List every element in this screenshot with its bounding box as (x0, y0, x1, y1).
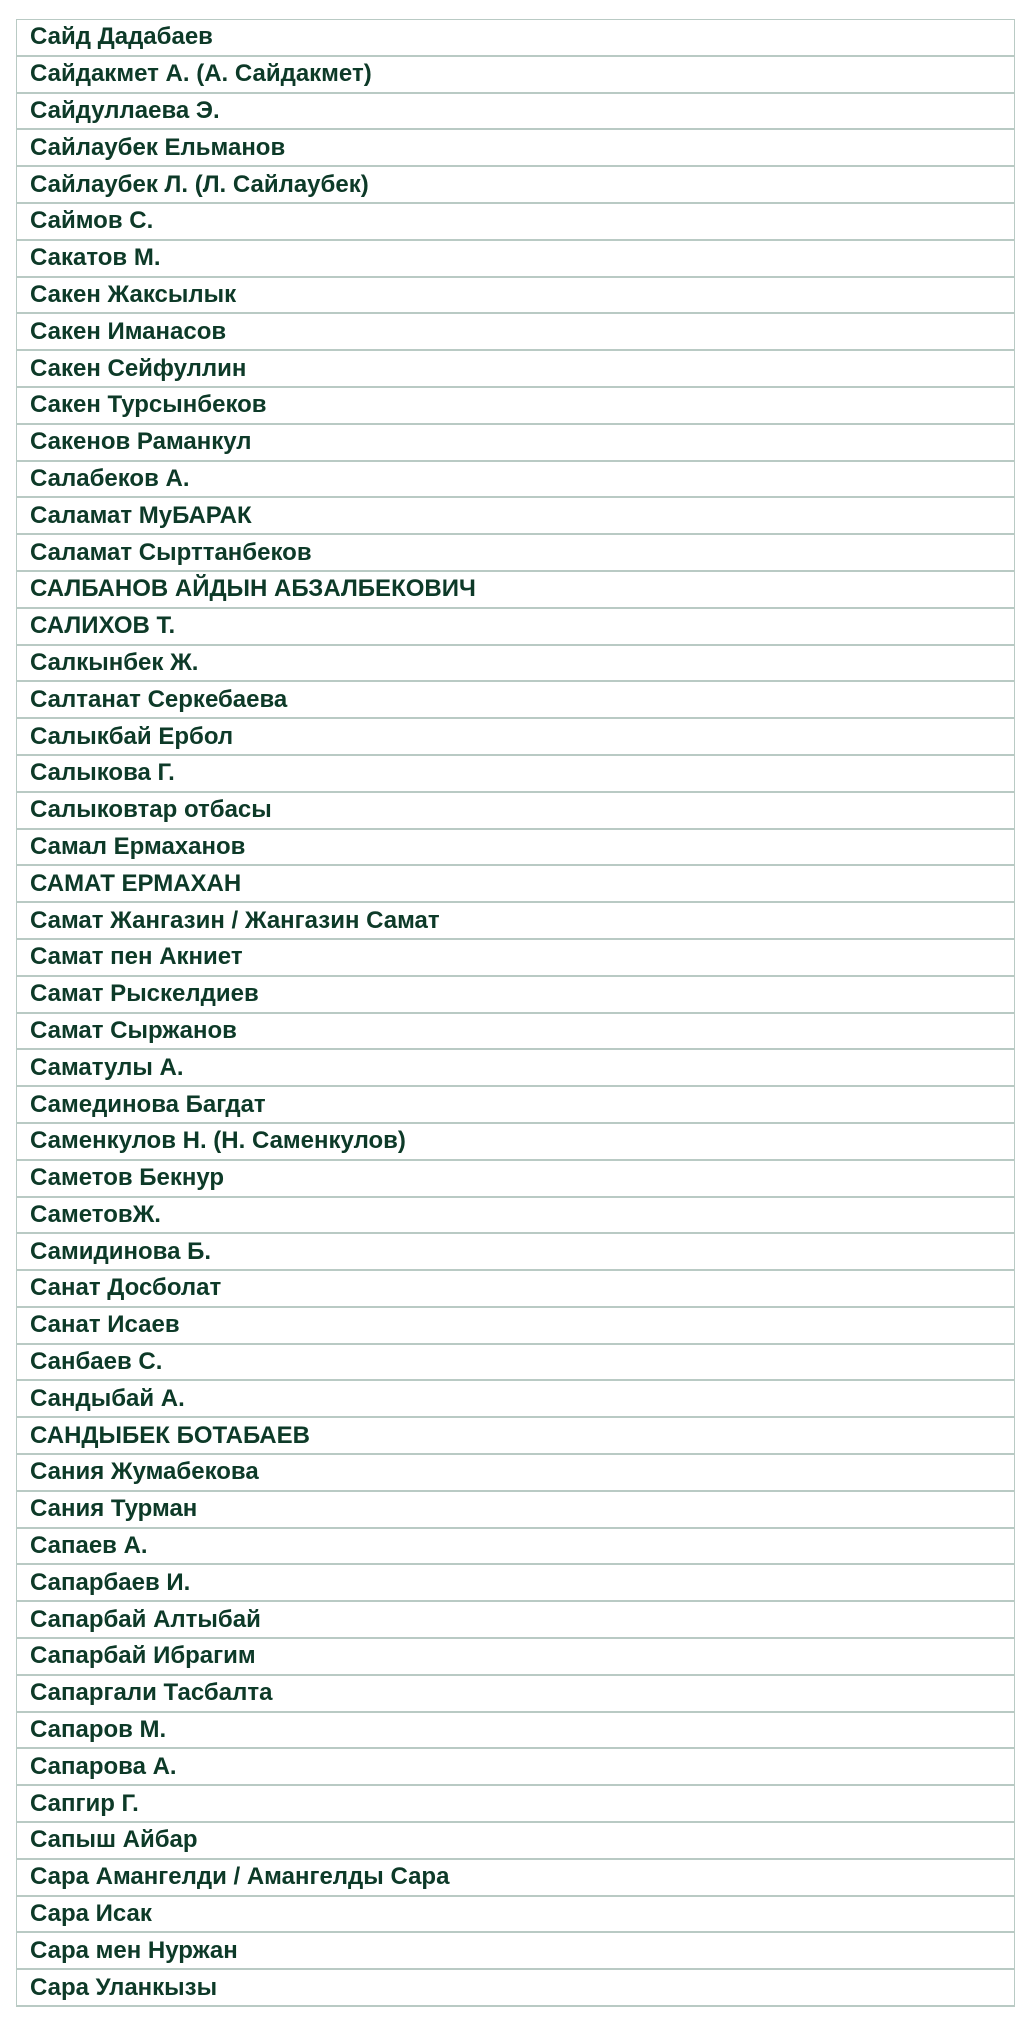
table-row (16, 1014, 1015, 1051)
table-row (16, 1639, 1015, 1676)
table-row (16, 830, 1015, 867)
name-cell: Сапыш Айбар (30, 1826, 198, 1854)
name-cell: Сайлаубек Ельманов (30, 133, 286, 161)
name-cell: Самат пен Акниет (30, 943, 243, 971)
table-row (16, 1345, 1015, 1382)
table-row (16, 1749, 1015, 1786)
name-cell: Сакен Сейфуллин (30, 354, 247, 382)
name-cell: САЛБАНОВ АЙДЫН АБЗАЛБЕКОВИЧ (30, 575, 476, 603)
name-cell: Сакатов М. (30, 244, 161, 272)
table-row (16, 57, 1015, 94)
name-cell: Саматулы А. (30, 1053, 184, 1081)
name-cell: Сакен Жаксылык (30, 280, 237, 308)
table-row (16, 1970, 1015, 2007)
name-cell: Сапгир Г. (30, 1789, 139, 1817)
table-row (16, 241, 1015, 278)
name-cell: Сайлаубек Л. (Л. Сайлаубек) (30, 170, 369, 198)
table-row (16, 572, 1015, 609)
table-row (16, 1124, 1015, 1161)
table-row (16, 682, 1015, 719)
table-row (16, 20, 1015, 57)
table-row (16, 903, 1015, 940)
name-cell: Саменкулов Н. (Н. Саменкулов) (30, 1127, 406, 1155)
table-row (16, 1823, 1015, 1860)
name-cell: Салкынбек Ж. (30, 648, 199, 676)
name-cell: Саметов Бекнур (30, 1164, 225, 1192)
name-cell: САНДЫБЕК БОТАБАЕВ (30, 1421, 310, 1449)
table-row (16, 1271, 1015, 1308)
name-cell: САМАТ ЕРМАХАН (30, 869, 242, 897)
name-cell: Сапарбаев И. (30, 1568, 191, 1596)
name-cell: Сапаров М. (30, 1716, 167, 1744)
name-cell: Салыкова Г. (30, 759, 175, 787)
table-row (16, 1087, 1015, 1124)
table-row (16, 1860, 1015, 1897)
table-row (16, 1492, 1015, 1529)
names-table (16, 19, 1015, 2007)
name-cell: СаметовЖ. (30, 1200, 161, 1228)
name-cell: Сара Исак (30, 1900, 152, 1928)
table-row (16, 351, 1015, 388)
table-row (16, 1455, 1015, 1492)
name-cell: Салыкбай Ербол (30, 722, 234, 750)
name-cell: Сапаргали Тасбалта (30, 1679, 273, 1707)
table-row (16, 1602, 1015, 1639)
name-cell: Сара Амангелди / Амангелды Сара (30, 1863, 450, 1891)
name-cell: Салтанат Серкебаева (30, 685, 288, 713)
name-cell: Сайдакмет А. (А. Сайдакмет) (30, 60, 372, 88)
table-row (16, 977, 1015, 1014)
table-row (16, 1786, 1015, 1823)
table-row (16, 462, 1015, 499)
name-cell: Сайд Дадабаев (30, 23, 213, 51)
table-row (16, 94, 1015, 131)
table-row (16, 278, 1015, 315)
table-row (16, 388, 1015, 425)
table-row (16, 940, 1015, 977)
name-cell: Санат Исаев (30, 1311, 180, 1339)
table-row (16, 646, 1015, 683)
table-row (16, 204, 1015, 241)
table-row (16, 1676, 1015, 1713)
name-cell: САЛИХОВ Т. (30, 612, 176, 640)
name-cell: Сапарова А. (30, 1752, 177, 1780)
name-cell: Саламат МуБАРАК (30, 501, 252, 529)
name-cell: Сапарбай Алтыбай (30, 1605, 261, 1633)
name-cell: Самединова Багдат (30, 1090, 266, 1118)
name-cell: Салыковтар отбасы (30, 796, 272, 824)
name-cell: Самат Сыржанов (30, 1016, 237, 1044)
name-cell: Сания Турман (30, 1495, 198, 1523)
table-row (16, 1897, 1015, 1934)
table-row (16, 314, 1015, 351)
name-cell: Самидинова Б. (30, 1237, 211, 1265)
name-cell: Сандыбай А. (30, 1384, 185, 1412)
name-cell: Сайдуллаева Э. (30, 96, 220, 124)
table-row (16, 1234, 1015, 1271)
name-cell: Самал Ермаханов (30, 832, 246, 860)
table-row (16, 1529, 1015, 1566)
table-row (16, 167, 1015, 204)
table-row (16, 498, 1015, 535)
table-row (16, 719, 1015, 756)
name-cell: Сакен Турсынбеков (30, 391, 267, 419)
name-cell: Сара мен Нуржан (30, 1936, 238, 1964)
table-row (16, 1308, 1015, 1345)
name-cell: Сара Уланкызы (30, 1973, 218, 2001)
table-row (16, 866, 1015, 903)
name-cell: Санбаев С. (30, 1348, 163, 1376)
name-cell: Сания Жумабекова (30, 1458, 259, 1486)
table-row (16, 793, 1015, 830)
table-row (16, 535, 1015, 572)
table-row (16, 1933, 1015, 1970)
table-row (16, 756, 1015, 793)
table-row (16, 1565, 1015, 1602)
name-cell: Самат Жангазин / Жангазин Самат (30, 906, 440, 934)
name-cell: Самат Рыскелдиев (30, 980, 259, 1008)
table-row (16, 1050, 1015, 1087)
name-cell: Сакенов Раманкул (30, 428, 252, 456)
table-row (16, 1161, 1015, 1198)
name-cell: Сакен Иманасов (30, 317, 227, 345)
name-cell: Саламат Сырттанбеков (30, 538, 312, 566)
name-cell: Сапаев А. (30, 1532, 148, 1560)
name-cell: Сапарбай Ибрагим (30, 1642, 256, 1670)
table-row (16, 425, 1015, 462)
name-cell: Саймов С. (30, 207, 154, 235)
table-row (16, 130, 1015, 167)
table-row (16, 1381, 1015, 1418)
table-row (16, 1418, 1015, 1455)
name-cell: Санат Досболат (30, 1274, 222, 1302)
table-row (16, 1713, 1015, 1750)
name-cell: Салабеков А. (30, 464, 190, 492)
table-row (16, 1198, 1015, 1235)
table-row (16, 609, 1015, 646)
